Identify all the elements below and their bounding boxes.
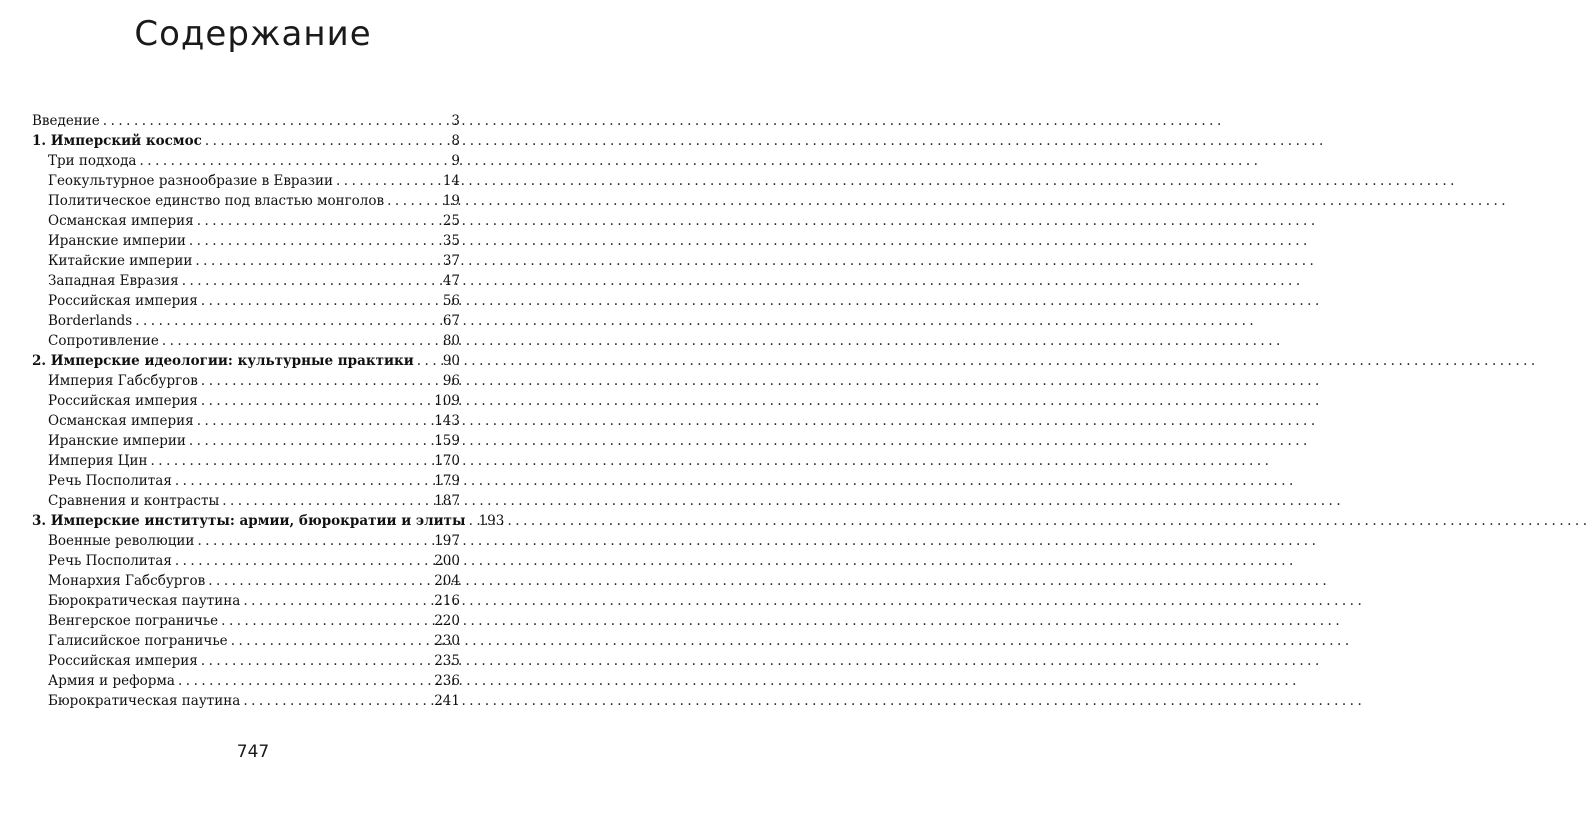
toc-leader-dots <box>336 171 441 191</box>
toc-entry-page: 230 <box>434 633 460 649</box>
toc-section[interactable] <box>32 491 460 511</box>
toc-entry-page: 9 <box>451 153 460 169</box>
toc-leader-dots <box>197 211 441 231</box>
toc-entry-label: Иранские империи <box>48 433 186 449</box>
page-number: 747 <box>236 742 270 762</box>
toc-section[interactable] <box>32 531 460 551</box>
toc-entry-page: 204 <box>434 573 460 589</box>
toc-chapter[interactable] <box>32 111 460 131</box>
toc-section[interactable] <box>32 691 460 711</box>
toc-section[interactable] <box>32 211 460 231</box>
toc-entry-page: 241 <box>434 693 460 709</box>
toc-section[interactable] <box>32 251 460 271</box>
toc-entry-label: Геокультурное разнообразие в Евразии <box>48 173 333 189</box>
toc-entry-label: Венгерское пограничье <box>48 613 219 629</box>
toc-entry-label: Западная Евразия <box>48 273 179 289</box>
toc-entry-page: 143 <box>434 413 460 429</box>
toc-entry-label: Российская империя <box>48 393 198 409</box>
toc-entry-page: 187 <box>434 493 460 509</box>
toc-leader-dots <box>201 291 441 311</box>
toc-section[interactable] <box>32 571 460 591</box>
toc-section[interactable] <box>32 671 460 691</box>
toc-leader-dots <box>189 431 432 451</box>
toc-entry-page: 25 <box>442 213 460 229</box>
toc-entry-page: 19 <box>442 193 460 209</box>
toc-leader-dots <box>150 451 432 471</box>
toc-leader-dots <box>387 191 441 211</box>
toc-entry-label: Речь Посполитая <box>48 473 172 489</box>
toc-section[interactable] <box>32 191 460 211</box>
toc-leader-dots <box>231 631 433 651</box>
toc-entry-page: 47 <box>442 273 460 289</box>
toc-chapter[interactable] <box>32 351 460 371</box>
toc-leader-dots <box>195 251 440 271</box>
toc-entry-label: Сравнения и контрасты <box>48 493 220 509</box>
toc-section[interactable] <box>32 411 460 431</box>
toc-section[interactable] <box>32 331 460 351</box>
page-title: Содержание <box>134 14 372 54</box>
toc-entry-page: 109 <box>434 393 460 409</box>
toc-chapter[interactable] <box>32 511 505 531</box>
toc-chapter[interactable] <box>32 131 460 151</box>
toc-section[interactable] <box>32 311 460 331</box>
toc-entry-label: Введение <box>32 113 100 129</box>
toc-entry-label: Три подхода <box>48 153 137 169</box>
toc-entry-label: Речь Посполитая <box>48 553 172 569</box>
toc-section[interactable] <box>32 611 460 631</box>
toc-entry-label: Бюрократическая паутина <box>48 593 241 609</box>
toc-entry-label: 3. Имперские институты: армии, бюрократии и элиты <box>32 513 466 529</box>
toc-entry-page: 90 <box>442 353 460 369</box>
toc-section[interactable] <box>32 371 460 391</box>
toc-entry-label: 2. Имперские идеологии: культурные практики <box>32 353 414 369</box>
toc-entry-label: Империя Габсбургов <box>48 373 198 389</box>
toc-entry-label: Сопротивление <box>48 333 159 349</box>
toc-section[interactable] <box>32 471 460 491</box>
toc-entry-label: Бюрократическая паутина <box>48 693 241 709</box>
toc-section[interactable] <box>32 151 460 171</box>
toc-entry-page: 56 <box>442 293 460 309</box>
toc-leader-dots <box>243 691 432 711</box>
toc-entry-page: 236 <box>434 673 460 689</box>
toc-entry-page: 216 <box>434 593 460 609</box>
toc-section[interactable] <box>32 431 460 451</box>
toc-entry-page: 179 <box>434 473 460 489</box>
toc-entry-label: Османская империя <box>48 213 194 229</box>
toc-entry-page: 37 <box>442 253 460 269</box>
toc-leader-dots <box>243 591 432 611</box>
toc-entry-label: Иранские империи <box>48 233 186 249</box>
toc-entry-label: Политическое единство под властью монголов <box>48 193 385 209</box>
toc-entry-page: 3 <box>451 113 460 129</box>
toc-leader-dots <box>197 531 432 551</box>
toc-entry-page: 8 <box>451 133 460 149</box>
toc-entry-page: 35 <box>442 233 460 249</box>
toc-entry-label: Армия и реформа <box>48 673 175 689</box>
toc-entry-page: 200 <box>434 553 460 569</box>
toc-leader-dots <box>222 491 432 511</box>
toc-entry-label: Borderlands <box>48 313 133 329</box>
toc-section[interactable] <box>32 591 460 611</box>
toc-leader-dots <box>103 111 450 131</box>
toc-entry-label: Монархия Габсбургов <box>48 573 206 589</box>
toc-entry-label: Империя Цин <box>48 453 148 469</box>
toc-entry-page: 159 <box>434 433 460 449</box>
toc-entry-page: 14 <box>442 173 460 189</box>
toc-leader-dots <box>135 311 441 331</box>
toc-section[interactable] <box>32 271 460 291</box>
toc-entry-page: 220 <box>434 613 460 629</box>
toc-section[interactable] <box>32 231 460 251</box>
toc-leader-dots <box>197 411 433 431</box>
toc-entry-label: Военные революции <box>48 533 195 549</box>
toc-entry-label: Российская империя <box>48 293 198 309</box>
toc-entry-label: Галисийское пограничье <box>48 633 228 649</box>
table-of-contents <box>32 111 505 711</box>
toc-section[interactable] <box>32 391 460 411</box>
toc-leader-dots <box>205 131 450 151</box>
toc-leader-dots <box>208 571 432 591</box>
toc-leader-dots <box>178 671 432 691</box>
toc-entry-page: 96 <box>442 373 460 389</box>
toc-entry-page: 80 <box>442 333 460 349</box>
toc-entry-label: Китайские империи <box>48 253 193 269</box>
toc-leader-dots <box>469 511 477 531</box>
toc-section[interactable] <box>32 291 460 311</box>
toc-entry-page: 193 <box>478 513 505 529</box>
toc-leader-dots <box>189 231 441 251</box>
toc-leader-dots <box>417 351 441 371</box>
toc-section[interactable] <box>32 631 460 651</box>
toc-entry-page: 197 <box>434 533 460 549</box>
toc-entry-page: 170 <box>434 453 460 469</box>
toc-leader-dots <box>182 271 441 291</box>
toc-leader-dots <box>162 331 441 351</box>
toc-entry-label: Российская империя <box>48 653 198 669</box>
book-page <box>0 0 506 831</box>
toc-section[interactable] <box>32 451 460 471</box>
toc-entry-label: Османская империя <box>48 413 194 429</box>
toc-entry-label: 1. Имперский космос <box>32 133 202 149</box>
toc-section[interactable] <box>32 551 460 571</box>
toc-leader-dots <box>201 371 441 391</box>
toc-leader-dots <box>221 611 432 631</box>
toc-section[interactable] <box>32 651 460 671</box>
toc-leader-dots <box>175 471 432 491</box>
toc-entry-page: 67 <box>442 313 460 329</box>
toc-leader-dots <box>201 391 432 411</box>
toc-leader-dots <box>139 151 449 171</box>
toc-leader-dots <box>175 551 432 571</box>
toc-entry-page: 235 <box>434 653 460 669</box>
toc-leader-dots <box>201 651 432 671</box>
toc-section[interactable] <box>32 171 460 191</box>
